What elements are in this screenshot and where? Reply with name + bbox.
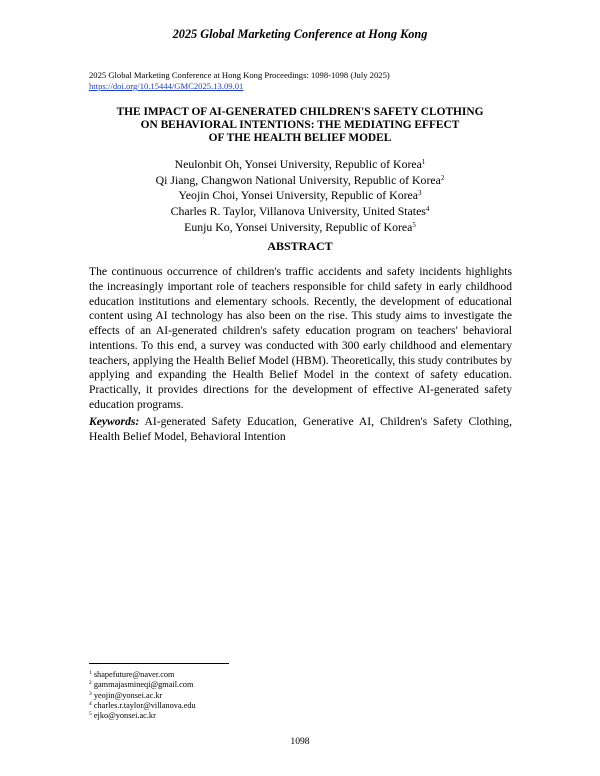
abstract-heading: ABSTRACT [267, 239, 333, 253]
title-line: ON BEHAVIORAL INTENTIONS: THE MEDIATING EFFECT [140, 118, 460, 131]
footnote [89, 691, 389, 701]
footnotes [89, 670, 389, 721]
footnote-marker: 1 [421, 158, 426, 166]
footnote-divider [89, 663, 229, 664]
author-name-affiliation: Charles R. Taylor, Villanova University, United States [170, 204, 426, 219]
footnote-email: shapefuture@naver.com [93, 670, 175, 679]
author-entry [60, 173, 540, 189]
title-line: OF THE HEALTH BELIEF MODEL [208, 131, 392, 144]
paper-title [70, 106, 530, 144]
author-name-affiliation: Neulonbit Oh, Yonsei University, Republic of Korea [174, 157, 422, 171]
footnote-number: 1 [89, 670, 92, 676]
page-number: 1098 [290, 736, 310, 747]
footnote-number: 5 [89, 711, 92, 718]
footnote [89, 680, 389, 690]
footnote [89, 670, 389, 680]
author-name-affiliation: Qi Jiang, Changwon National University, Republic of Korea [155, 172, 441, 187]
footnote-number: 2 [89, 680, 92, 687]
footnote [89, 711, 389, 721]
footnote-email: charles.r.taylor@villanova.edu [93, 700, 196, 710]
running-header: 2025 Global Marketing Conference at Hong Kong [172, 27, 428, 41]
keywords-label: Keywords: [89, 415, 140, 428]
footnote-marker: 4 [425, 205, 430, 214]
footnote-number: 4 [89, 700, 92, 707]
footnote-number: 3 [89, 690, 92, 697]
author-entry [60, 157, 540, 173]
author-entry [60, 204, 540, 220]
title-line: THE IMPACT OF AI-GENERATED CHILDREN'S SAFETY CLOTHING [116, 106, 484, 118]
doi-link[interactable]: https://doi.org/10.15444/GMC2025.13.09.01 [89, 81, 244, 91]
footnote-marker: 2 [440, 173, 445, 182]
abstract-text: The continuous occurrence of children's traffic accidents and safety incidents highlights the increasingly important role of teachers responsible for child safety in early childhood education institutions and elementary schools. Recently, the development of educational content using AI technology has also been on the rise. This study aims to investigate the effects of an AI-generated children's safety education program on teachers' behavioral intentions. To this end, a survey was conducted with 300 early childhood and elementary teachers, applying the Health Belief Model (HBM). Theoretically, this study contributes by applying and expanding the Health Belief Model in the context of safety education. Practically, it provides directions for the development of effective AI-generated safety education programs. [89, 265, 512, 411]
proceedings-citation: 2025 Global Marketing Conference at Hong Kong Proceedings: 1098-1098 (July 2025) [89, 70, 390, 80]
keywords-text: AI-generated Safety Education, Generative AI, Children's Safety Clothing, Health Belief Model, Behavioral Intention [89, 415, 512, 443]
footnote-email: gammajasmineqi@gmail.com [93, 680, 194, 690]
author-name-affiliation: Yeojin Choi, Yonsei University, Republic of Korea [178, 188, 419, 203]
footnote-marker: 3 [418, 189, 422, 198]
footnote-email: yeojin@yonsei.ac.kr [93, 690, 163, 700]
author-entry [60, 220, 540, 236]
proceedings-info [89, 70, 519, 92]
footnote [89, 701, 389, 711]
author-list [60, 157, 540, 236]
footnote-marker: 5 [412, 220, 416, 229]
footnote-email: ejko@yonsei.ac.kr [93, 711, 156, 721]
keywords [89, 415, 512, 445]
author-entry [60, 188, 540, 204]
author-name-affiliation: Eunju Ko, Yonsei University, Republic of Korea [184, 219, 413, 234]
